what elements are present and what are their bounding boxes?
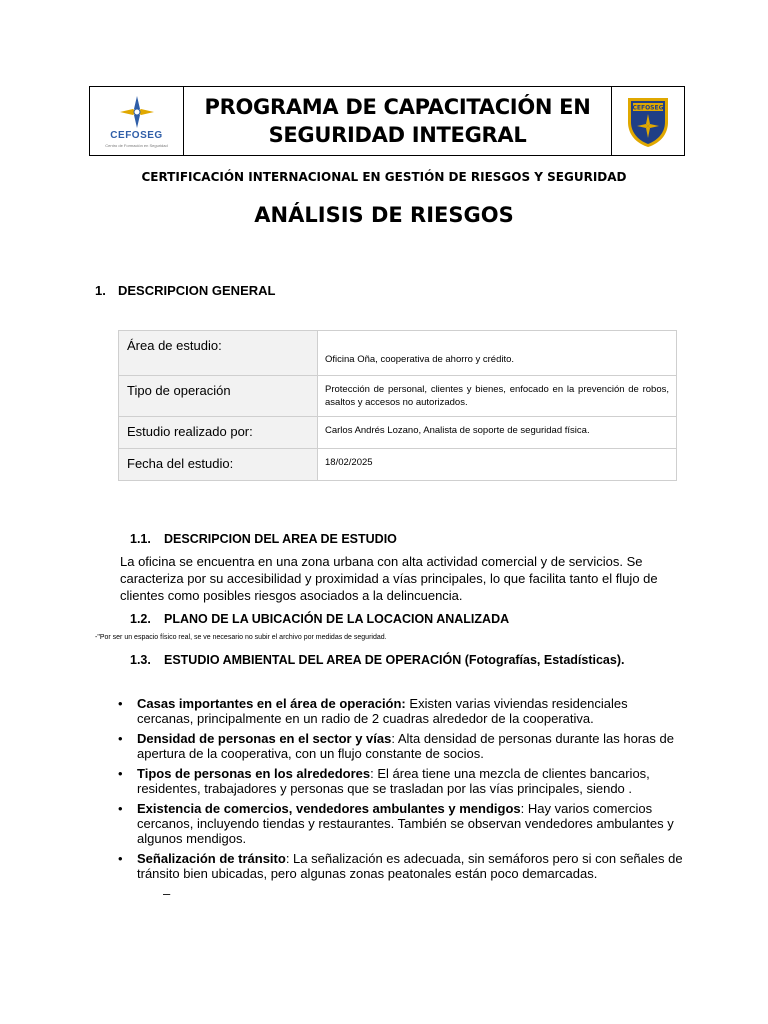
section-label: DESCRIPCION GENERAL [118, 283, 276, 298]
security-note: -"Por ser un espacio físico real, se ve necesario no subir el archivo por medidas de seguridad. [95, 634, 387, 641]
list-item-heading: Existencia de comercios, vendedores ambulantes y mendigos [137, 801, 521, 816]
subsection-number: 1.3. [130, 653, 151, 667]
shield-emblem-icon [624, 94, 672, 148]
trailing-dash: – [163, 886, 171, 901]
list-item-text: Existen varias viviendas residenciales cercanas, principalmente en un radio de 2 cuadras alrededor de la cooperativa. [137, 696, 628, 726]
certification-subtitle: CERTIFICACIÓN INTERNACIONAL EN GESTIÓN DE RIESGOS Y SEGURIDAD [141, 170, 627, 184]
list-item-heading: Señalización de tránsito [137, 851, 286, 866]
compass-star-logo-icon [117, 95, 157, 129]
table-row [119, 417, 677, 449]
list-item [118, 851, 683, 881]
left-logo-tagline: Centro de Formación en Seguridad [105, 142, 168, 148]
table-row [119, 449, 677, 481]
table-row [119, 331, 677, 376]
area-description-paragraph: La oficina se encuentra en una zona urbana con alta actividad comercial y de servicios. Se caracteriza por su accesibilidad y proximidad a vías principales, lo que facilita tanto el flujo de clientes como posibles riesgos asociados a la delincuencia. [120, 554, 658, 603]
subsection-heading-1-3 [130, 653, 624, 667]
left-logo-cell [90, 87, 184, 155]
header-title-line2: SEGURIDAD INTEGRAL [268, 123, 527, 147]
right-logo-cell [612, 87, 684, 155]
row-label: Área de estudio: [119, 331, 318, 376]
subsection-label: ESTUDIO AMBIENTAL DEL AREA DE OPERACIÓN (Fotografías, Estadísticas). [164, 653, 625, 667]
bullet-icon: • [118, 801, 123, 816]
header-title-line1: PROGRAMA DE CAPACITACIÓN EN [204, 95, 591, 119]
document-header [89, 86, 685, 156]
row-value: Oficina Oña, cooperativa de ahorro y crédito. [318, 331, 677, 376]
bullet-icon: • [118, 766, 123, 781]
row-value: Carlos Andrés Lozano, Analista de soporte de seguridad física. [318, 417, 677, 449]
document-title: ANÁLISIS DE RIESGOS [254, 203, 514, 227]
section-number: 1. [95, 283, 106, 298]
bullet-icon: • [118, 731, 123, 746]
table-row [119, 376, 677, 417]
list-item-text: : El área tiene una mezcla de clientes bancarios, residentes, trabajadores y personas que se trasladan por las vías principales, siendo . [137, 766, 650, 796]
shield-emblem-text: CEFOSEG [632, 104, 664, 112]
left-logo-text: CEFOSEG [110, 129, 163, 141]
environment-bullet-list [118, 696, 683, 886]
subsection-number: 1.1. [130, 532, 151, 546]
list-item-heading: Densidad de personas en el sector y vías [137, 731, 392, 746]
row-value: 18/02/2025 [318, 449, 677, 481]
row-label: Tipo de operación [119, 376, 318, 417]
row-label: Fecha del estudio: [119, 449, 318, 481]
list-item-text: : Hay varios comercios cercanos, incluyendo tiendas y restaurantes. También se observan vendedores ambulantes y algunos mendigos. [137, 801, 674, 846]
list-item [118, 696, 683, 726]
subsection-heading-1-2 [130, 612, 509, 626]
list-item-text: : La señalización es adecuada, sin semáforos pero si con señales de tránsito bien ubicadas, pero algunas zonas peatonales están poco demarcadas. [137, 851, 683, 881]
subsection-heading-1-1 [130, 532, 397, 546]
list-item-heading: Casas importantes en el área de operación: [137, 696, 406, 711]
general-info-table [118, 330, 677, 481]
list-item [118, 731, 683, 761]
row-label: Estudio realizado por: [119, 417, 318, 449]
row-value: Protección de personal, clientes y bienes, enfocado en la prevención de robos, asaltos y accesos no autorizados. [318, 376, 677, 417]
subsection-number: 1.2. [130, 612, 151, 626]
subsection-label: PLANO DE LA UBICACIÓN DE LA LOCACION ANALIZADA [164, 612, 510, 626]
section-heading [95, 283, 275, 298]
bullet-icon: • [118, 696, 123, 711]
bullet-icon: • [118, 851, 123, 866]
subsection-label: DESCRIPCION DEL AREA DE ESTUDIO [164, 532, 397, 546]
header-title-cell [184, 87, 612, 155]
list-item-text: : Alta densidad de personas durante las horas de apertura de la cooperativa, con un flujo constante de socios. [137, 731, 674, 761]
list-item-heading: Tipos de personas en los alrededores [137, 766, 371, 781]
list-item [118, 766, 683, 796]
list-item [118, 801, 683, 846]
